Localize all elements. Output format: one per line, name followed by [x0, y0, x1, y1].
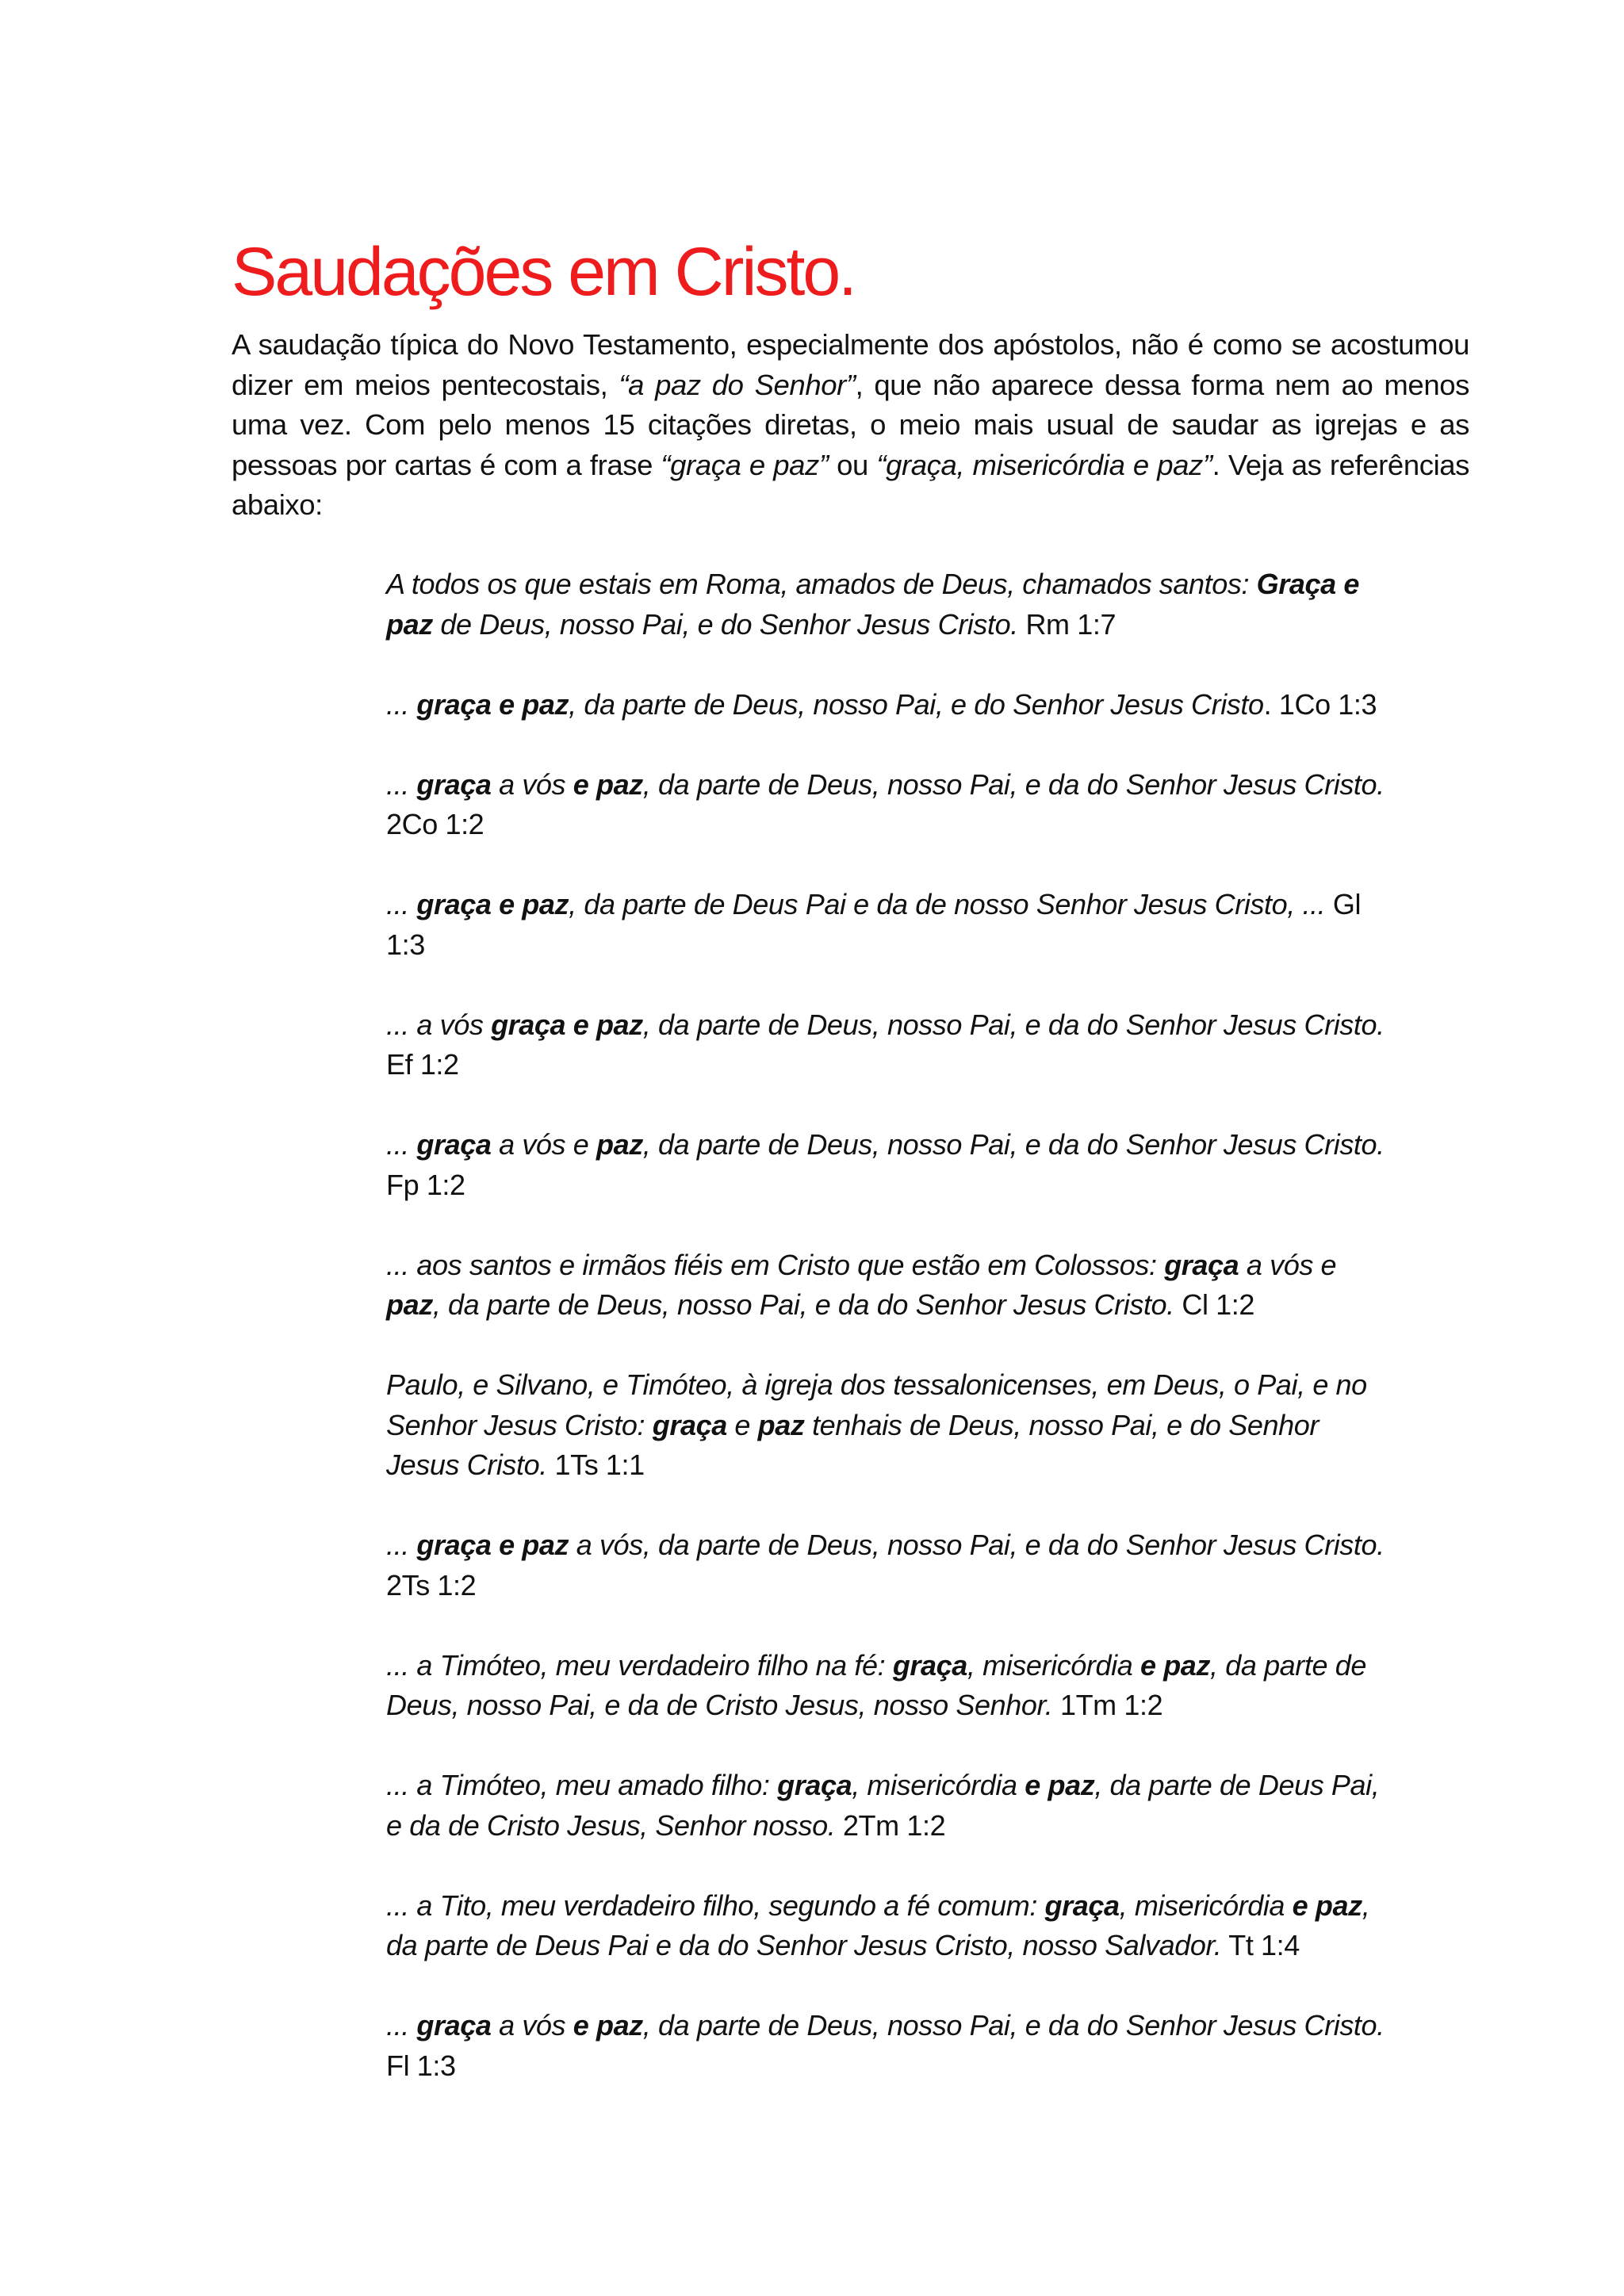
quote-emphasis: Graça e paz [386, 568, 1359, 641]
quote-text: A todos os que estais em Roma, amados de Deus, chamados santos: [386, 568, 1257, 600]
quote-emphasis: e paz [573, 767, 643, 801]
quote-text: , da parte de Deus, nosso Pai, e da do Senhor Jesus Cristo. [642, 2009, 1385, 2042]
scripture-quote [386, 1125, 1393, 1205]
scripture-quote [386, 1005, 1393, 1085]
quote-emphasis: graça e paz [416, 687, 569, 721]
quote-text: , misericórdia [967, 1648, 1140, 1682]
quote-text: ... a Timóteo, meu amado filho: [386, 1769, 778, 1801]
intro-text: . Veja as referências abaixo: [232, 448, 1470, 521]
quote-text: , da parte de Deus, nosso Pai, e da de Cristo Jesus, nosso Senhor. [386, 1648, 1366, 1721]
quote-text: a vós e [491, 1128, 596, 1161]
scripture-quote [386, 885, 1393, 965]
quote-emphasis: graça e paz [416, 888, 569, 920]
quote-text: ... [386, 767, 417, 801]
quote-text: Paulo, e Silvano, e Timóteo, à igreja dos tessalonicenses, em Deus, o Pai, e no Senhor Jesus Cristo: [386, 1368, 1367, 1441]
quote-text: ... a Timóteo, meu verdadeiro filho na fé: [386, 1648, 893, 1682]
quote-text: ... [386, 1128, 417, 1161]
quote-emphasis: e paz [573, 2009, 643, 2042]
scripture-reference: 2Tm 1:2 [842, 1808, 946, 1842]
quote-emphasis: e paz [1139, 1648, 1211, 1682]
scripture-reference: 2Co 1:2 [386, 808, 485, 840]
quote-emphasis: paz [386, 1288, 433, 1321]
quote-emphasis: graça [892, 1648, 967, 1682]
intro-text: ou [828, 448, 877, 481]
scripture-reference: Rm 1:7 [1025, 607, 1116, 641]
quote-emphasis: e paz [1292, 1888, 1362, 1922]
quote-text: ... [386, 1529, 417, 1561]
intro-quote-text: “a paz do Senhor” [619, 368, 856, 401]
scripture-quote [386, 2006, 1393, 2086]
scripture-reference: Fp 1:2 [386, 1168, 465, 1201]
quote-emphasis: graça [1164, 1248, 1239, 1281]
intro-quote-text: “graça e paz” [661, 448, 829, 481]
quote-emphasis: paz [757, 1408, 805, 1441]
quote-text: , da parte de Deus Pai e da do Senhor Jesus Cristo, nosso Salvador. [386, 1888, 1370, 1961]
quote-emphasis: graça [652, 1408, 727, 1441]
quote-text: e [726, 1408, 758, 1441]
scripture-quote [386, 1886, 1393, 1966]
quote-text: a vós, da parte de Deus, nosso Pai, e da do Senhor Jesus Cristo. [569, 1529, 1385, 1561]
intro-quote-text: “graça, misericórdia e paz” [876, 448, 1212, 481]
quote-text: , da parte de Deus, nosso Pai, e do Senhor Jesus Cristo [569, 687, 1264, 721]
page-title: Saudações em Cristo. [232, 234, 856, 310]
quote-emphasis: paz [596, 1128, 643, 1161]
scripture-reference: . 1Co 1:3 [1263, 687, 1377, 721]
scripture-reference: Ef 1:2 [386, 1048, 459, 1081]
scripture-quote [386, 685, 1393, 725]
quote-emphasis: e paz [1025, 1769, 1095, 1801]
intro-paragraph [232, 325, 1469, 526]
quote-text: ... [386, 888, 417, 920]
quote-emphasis: graça [777, 1769, 852, 1801]
quote-text: , misericórdia [1119, 1888, 1293, 1922]
quote-text: , da parte de Deus, nosso Pai, e da do Senhor Jesus Cristo. [432, 1288, 1174, 1321]
quote-text: tenhais de Deus, nosso Pai, e do Senhor Jesus Cristo. [386, 1408, 1319, 1481]
scripture-reference: Cl 1:2 [1182, 1288, 1255, 1321]
scripture-quote [386, 1766, 1393, 1846]
quote-text: , da parte de Deus, nosso Pai, e da do Senhor Jesus Cristo. [642, 1008, 1385, 1041]
quote-text: ... [386, 2009, 417, 2042]
quote-text: de Deus, nosso Pai, e do Senhor Jesus Cristo. [432, 607, 1018, 641]
quote-text: ... a vós [386, 1008, 492, 1041]
quote-emphasis: graça [416, 1128, 492, 1161]
quote-emphasis: graça [1044, 1888, 1120, 1922]
scripture-quote [386, 765, 1393, 845]
quote-text: a vós [491, 2009, 573, 2042]
quote-text: , misericórdia [852, 1769, 1025, 1801]
scripture-reference: 1Tm 1:2 [1059, 1689, 1163, 1721]
quote-text: , da parte de Deus Pai e da de nosso Senhor Jesus Cristo, ... [569, 888, 1326, 920]
quote-text: ... [386, 687, 417, 721]
quote-text: , da parte de Deus Pai, e da de Cristo Jesus, Senhor nosso. [386, 1769, 1380, 1842]
scripture-reference: 2Ts 1:2 [386, 1568, 477, 1601]
scripture-reference: Gl 1:3 [386, 888, 1362, 961]
intro-text: A saudação típica do Novo Testamento, especialmente dos apóstolos, não é como se acostumou dizer em meios pentecostais, [232, 328, 1469, 401]
intro-text: , que não aparece dessa forma nem ao menos uma vez. Com pelo menos 15 citações diretas, o meio mais usual de saudar as igrejas e as pessoas por cartas é com a frase [232, 368, 1469, 481]
quote-text: ... a Tito, meu verdadeiro filho, segundo a fé comum: [386, 1888, 1045, 1922]
quote-text: , da parte de Deus, nosso Pai, e da do Senhor Jesus Cristo. [642, 1128, 1385, 1161]
quote-emphasis: graça e paz [416, 1529, 569, 1561]
quote-text: , da parte de Deus, nosso Pai, e da do Senhor Jesus Cristo. [642, 767, 1385, 801]
scripture-quote [386, 1365, 1393, 1486]
quote-emphasis: graça [416, 2009, 492, 2042]
quote-emphasis: graça e paz [491, 1008, 643, 1041]
scripture-reference: 1Ts 1:1 [554, 1448, 645, 1481]
scripture-reference: Tt 1:4 [1228, 1929, 1300, 1961]
scripture-quote [386, 1646, 1393, 1726]
quote-list [386, 564, 1393, 2126]
quote-emphasis: graça [416, 767, 492, 801]
quote-text: a vós [491, 767, 573, 801]
scripture-quote [386, 1246, 1393, 1326]
quote-text: a vós e [1239, 1248, 1337, 1281]
scripture-quote [386, 1525, 1393, 1605]
quote-text: ... aos santos e irmãos fiéis em Cristo que estão em Colossos: [386, 1248, 1165, 1281]
scripture-reference: Fl 1:3 [386, 2049, 456, 2082]
scripture-quote [386, 564, 1393, 645]
